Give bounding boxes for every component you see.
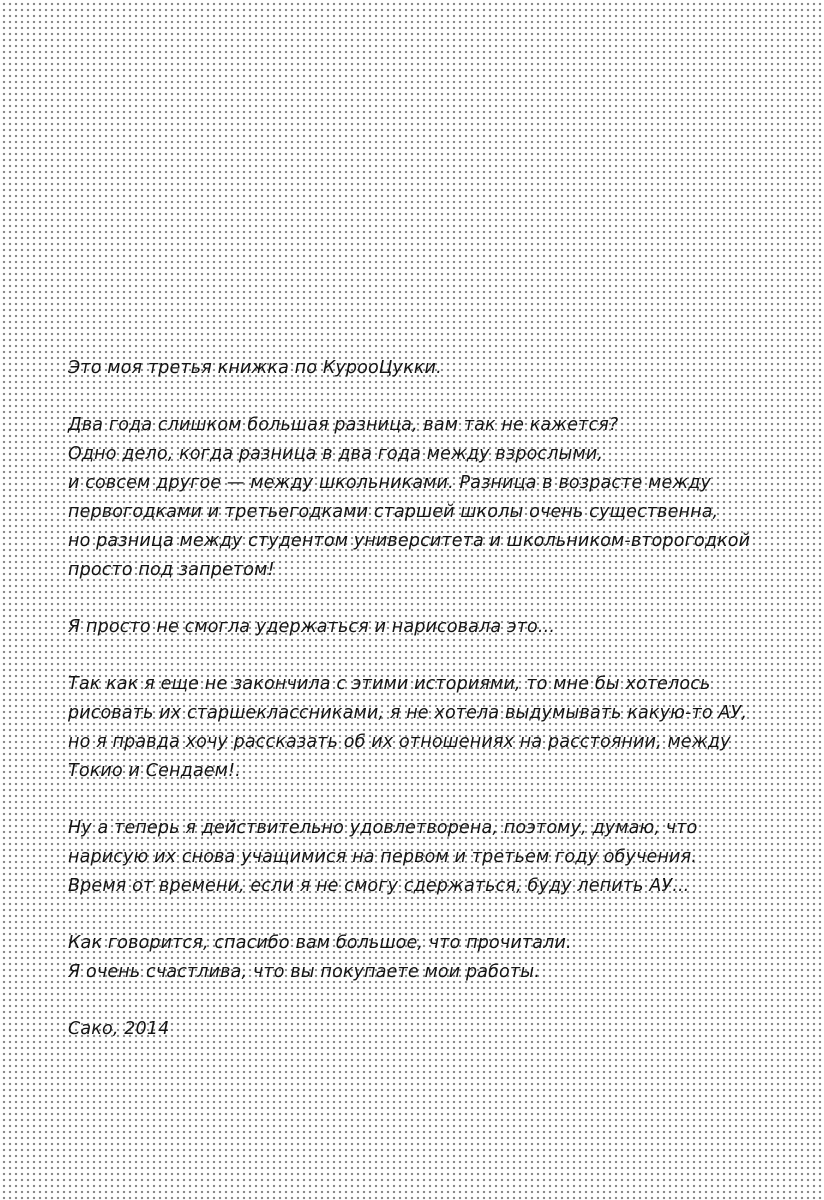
text-line: Ну а теперь я действительно удовлетворена, поэтому, думаю, что xyxy=(68,818,698,838)
text-line: просто под запретом! xyxy=(68,560,275,580)
text-line: первогодками и третьегодками старшей школы очень существенна, xyxy=(68,502,719,522)
signature-text: Сако, 2014 xyxy=(68,1019,170,1039)
text-line: Так как я еще не закончила с этими историями, то мне бы хотелось xyxy=(68,674,711,694)
author-signature xyxy=(68,1015,758,1044)
text-line: и совсем другое — между школьниками. Разница в возрасте между xyxy=(68,473,712,493)
text-line: но разница между студентом университета и школьником-второгодкой xyxy=(68,531,751,551)
text-line: Два года слишком большая разница, вам так не кажется? xyxy=(68,415,619,435)
text-line: Я просто не смогла удержаться и нарисовала это... xyxy=(68,617,556,637)
text-line: Одно дело, когда разница в два года между взрослыми, xyxy=(68,444,604,464)
afterword-text-block xyxy=(68,354,758,1044)
paragraph-intro xyxy=(68,354,758,383)
text-line: нарисую их снова учащимися на первом и третьем году обучения. xyxy=(68,847,697,867)
text-line: рисовать их старшеклассниками, я не хотела выдумывать какую-то АУ, xyxy=(68,703,748,723)
paragraph-thanks xyxy=(68,929,758,987)
text-line: Я очень счастлива, что вы покупаете мои работы. xyxy=(68,962,540,982)
paragraph-age-gap xyxy=(68,411,758,585)
paragraph-couldnt-resist xyxy=(68,613,758,642)
text-line: Токио и Сендаем!. xyxy=(68,761,241,781)
text-line: Это моя третья книжка по КурооЦукки. xyxy=(68,358,442,378)
text-line: Как говорится, спасибо вам большое, что прочитали. xyxy=(68,933,572,953)
paragraph-long-distance xyxy=(68,670,758,786)
paragraph-satisfied xyxy=(68,814,758,901)
text-line: но я правда хочу рассказать об их отношениях на расстоянии, между xyxy=(68,732,731,752)
text-line: Время от времени, если я не смогу сдержаться, буду лепить АУ... xyxy=(68,876,690,896)
